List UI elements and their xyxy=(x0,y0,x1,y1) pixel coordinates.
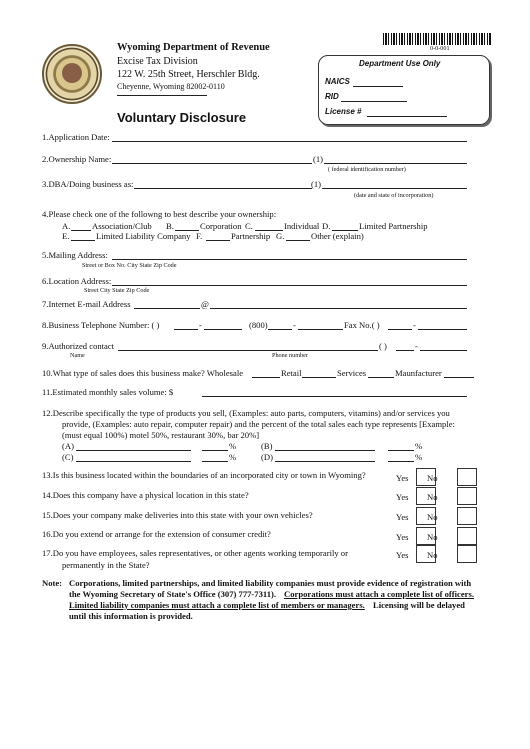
option-other: Other (explain) xyxy=(311,231,364,241)
rid-label: RID xyxy=(325,92,339,101)
contact-phone-dash: - xyxy=(415,341,418,351)
question-15-text: 15.Does your company make deliveries into this state with your own vehicles? xyxy=(42,510,313,520)
email-domain-field[interactable] xyxy=(210,308,467,309)
license-field[interactable] xyxy=(367,116,447,117)
page-title: Voluntary Disclosure xyxy=(117,110,247,125)
naics-label: NAICS xyxy=(325,77,350,86)
product-d-percent-sign: % xyxy=(415,452,423,462)
products-description-line3: (must equal 100%) motel 50%, restaurant 30%, bar 20%] xyxy=(62,430,260,440)
option-limited-partnership: Limited Partnership xyxy=(359,221,428,231)
option-g-field[interactable] xyxy=(286,240,310,241)
authorized-contact-label: 9.Authorized contact xyxy=(42,341,115,351)
phone-800-label: (800) xyxy=(249,320,268,330)
option-b-letter: B. xyxy=(166,221,174,231)
option-partnership: Partnership xyxy=(231,231,271,241)
ownership-name-field[interactable] xyxy=(112,163,312,164)
product-c-label: (C) xyxy=(62,452,74,462)
product-c-percent-sign: % xyxy=(229,452,237,462)
option-a-letter: A. xyxy=(62,221,71,231)
question-16-no-checkbox[interactable] xyxy=(457,527,477,545)
product-a-percent-sign: % xyxy=(229,441,237,451)
barcode-text: 0-0-001 xyxy=(430,45,450,52)
product-c-field[interactable] xyxy=(76,461,191,462)
fax-prefix-field[interactable] xyxy=(388,329,412,330)
phone-800-line-field[interactable] xyxy=(298,329,343,330)
manufacturer-field[interactable] xyxy=(444,377,474,378)
note-line2b: Corporations must attach a complete list of officers. xyxy=(284,589,474,599)
fax-line-field[interactable] xyxy=(418,329,467,330)
location-address-label: 6.Location Address: xyxy=(42,276,112,286)
rid-field[interactable] xyxy=(341,101,407,102)
product-b-percent-sign: % xyxy=(415,441,423,451)
contact-phone-prefix-field[interactable] xyxy=(396,350,414,351)
services-field[interactable] xyxy=(368,377,394,378)
note-line2a: the Wyoming Secretary of State's Office (307) 777-7311). xyxy=(69,589,277,599)
authorized-contact-field[interactable] xyxy=(118,350,378,351)
dept-box-title: Department Use Only xyxy=(359,59,441,68)
services-label: Services xyxy=(337,368,367,378)
question-17-text-2: permanently in the State? xyxy=(62,560,150,570)
question-13-yes-checkbox[interactable] xyxy=(416,468,436,486)
question-16-text: 16.Do you extend or arrange for the extension of consumer credit? xyxy=(42,529,271,539)
retail-label: Retail xyxy=(281,368,302,378)
question-15-yes-checkbox[interactable] xyxy=(416,507,436,525)
option-g-letter: G. xyxy=(276,231,285,241)
mailing-address-sublabels: Street or Box No. City State Zip Code xyxy=(82,262,177,269)
division-name: Excise Tax Division xyxy=(117,56,198,67)
dba-paren: (1) xyxy=(311,179,322,189)
fax-dash: - xyxy=(413,320,416,330)
product-c-percent-field[interactable] xyxy=(202,461,228,462)
question-14-no-checkbox[interactable] xyxy=(457,487,477,505)
question-16-no: No xyxy=(427,532,438,542)
dba-field[interactable] xyxy=(134,188,312,189)
product-a-field[interactable] xyxy=(76,450,191,451)
question-16-yes: Yes xyxy=(396,532,409,542)
question-17-no-checkbox[interactable] xyxy=(457,545,477,563)
email-label: 7.Internet E-mail Address xyxy=(42,299,131,309)
incorporation-note: (date and state of incorporation) xyxy=(354,192,434,199)
product-b-label: (B) xyxy=(261,441,273,451)
barcode xyxy=(383,33,491,45)
question-15-no: No xyxy=(427,512,438,522)
product-a-percent-field[interactable] xyxy=(202,450,228,451)
monthly-sales-label: 11.Estimated monthly sales volume: $ xyxy=(42,387,174,397)
contact-phone-line-field[interactable] xyxy=(420,350,467,351)
mailing-address-label: 5.Mailing Address: xyxy=(42,250,108,260)
note-line3b: Licensing will be delayed xyxy=(373,600,465,610)
note-line4: until this information is provided. xyxy=(69,611,193,621)
application-date-label: 1.Application Date: xyxy=(42,132,110,142)
contact-phone-paren: ( ) xyxy=(379,341,387,351)
phone-line-field[interactable] xyxy=(204,329,242,330)
retail-field[interactable] xyxy=(302,377,336,378)
note-label: Note: xyxy=(42,578,63,588)
option-c-letter: C. xyxy=(245,221,253,231)
question-16-yes-checkbox[interactable] xyxy=(416,527,436,545)
product-b-percent-field[interactable] xyxy=(388,450,414,451)
option-individual: Individual xyxy=(284,221,320,231)
option-d-letter: D. xyxy=(322,221,331,231)
state-seal-icon xyxy=(42,44,102,104)
question-15-no-checkbox[interactable] xyxy=(457,507,477,525)
option-f-field[interactable] xyxy=(206,240,230,241)
products-description-line1: 12.Describe specifically the type of products you sell, (Examples: auto parts, computers, vitamins) and/or services you xyxy=(42,408,450,418)
application-date-field[interactable] xyxy=(112,141,467,142)
federal-id-note: ( federal identification number) xyxy=(328,166,406,173)
header-rule xyxy=(117,95,207,96)
question-13-no: No xyxy=(427,473,438,483)
question-13-no-checkbox[interactable] xyxy=(457,468,477,486)
incorporation-field[interactable] xyxy=(322,188,467,189)
address-line1: 122 W. 25th Street, Herschler Bldg. xyxy=(117,69,260,80)
manufacturer-label: Maunfacturer xyxy=(395,368,442,378)
question-17-no: No xyxy=(427,550,438,560)
federal-id-field[interactable] xyxy=(324,163,467,164)
fax-label: Fax No.( ) xyxy=(344,320,380,330)
wholesale-field[interactable] xyxy=(252,377,280,378)
question-14-yes-checkbox[interactable] xyxy=(416,487,436,505)
product-d-percent-field[interactable] xyxy=(388,461,414,462)
address-line2: Cheyenne, Wyoming 82002-0110 xyxy=(117,82,225,91)
option-corporation: Corporation xyxy=(200,221,242,231)
product-d-field[interactable] xyxy=(275,461,375,462)
question-17-yes: Yes xyxy=(396,550,409,560)
option-e-letter: E. xyxy=(62,231,70,241)
location-address-field[interactable] xyxy=(112,285,467,286)
option-a-field[interactable] xyxy=(71,230,91,231)
phone-800-prefix-field[interactable] xyxy=(268,329,292,330)
note-line1: Corporations, limited partnerships, and limited liability companies must provide evidence of registration with xyxy=(69,578,472,588)
option-f-letter: F. xyxy=(196,231,203,241)
phone-800-dash: - xyxy=(293,320,296,330)
option-llc: Limited Liability Company xyxy=(96,231,191,241)
ownership-paren: (1) xyxy=(313,154,324,164)
product-d-label: (D) xyxy=(261,452,273,462)
phone-dash: - xyxy=(199,320,202,330)
ownership-type-label: 4.Please check one of the followng to best describe your ownership: xyxy=(42,209,277,219)
question-14-no: No xyxy=(427,492,438,502)
sales-type-label: 10.What type of sales does this business make? Wholesale xyxy=(42,368,244,378)
location-address-sublabels: Street City State Zip Code xyxy=(84,287,150,294)
contact-phone-sublabel: Phone number xyxy=(272,352,308,359)
option-e-field[interactable] xyxy=(71,240,95,241)
license-label: License # xyxy=(325,107,362,116)
question-17-text: 17.Do you have employees, sales representatives, or other agents working temporarily or xyxy=(42,548,348,558)
question-14-text: 14.Does this company have a physical location in this state? xyxy=(42,490,249,500)
agency-name: Wyoming Department of Revenue xyxy=(117,42,270,53)
question-14-yes: Yes xyxy=(396,492,409,502)
product-a-label: (A) xyxy=(62,441,74,451)
dba-label: 3.DBA/Doing business as: xyxy=(42,179,134,189)
note-line3a: Limited liability companies must attach a complete list of members or managers. xyxy=(69,600,365,610)
question-13-text: 13.Is this business located within the boundaries of an incorporated city or town in Wyoming? xyxy=(42,470,366,480)
phone-prefix-field[interactable] xyxy=(174,329,198,330)
question-13-yes: Yes xyxy=(396,473,409,483)
monthly-sales-field[interactable] xyxy=(202,396,467,397)
question-17-yes-checkbox[interactable] xyxy=(416,545,436,563)
telephone-label: 8.Business Telephone Number: ( ) xyxy=(42,320,160,330)
department-use-box xyxy=(318,55,490,125)
product-b-field[interactable] xyxy=(275,450,375,451)
option-association: Association/Club xyxy=(92,221,152,231)
mailing-address-field[interactable] xyxy=(112,259,467,260)
email-at: @ xyxy=(201,299,209,309)
email-user-field[interactable] xyxy=(134,308,200,309)
contact-name-sublabel: Name xyxy=(70,352,85,359)
products-description-line2: provide, (Examples: auto repair, computer repair) and the percent of the total sales each type represents [Example: xyxy=(62,419,455,429)
naics-field[interactable] xyxy=(353,86,403,87)
ownership-name-label: 2.Ownership Name: xyxy=(42,154,112,164)
question-15-yes: Yes xyxy=(396,512,409,522)
